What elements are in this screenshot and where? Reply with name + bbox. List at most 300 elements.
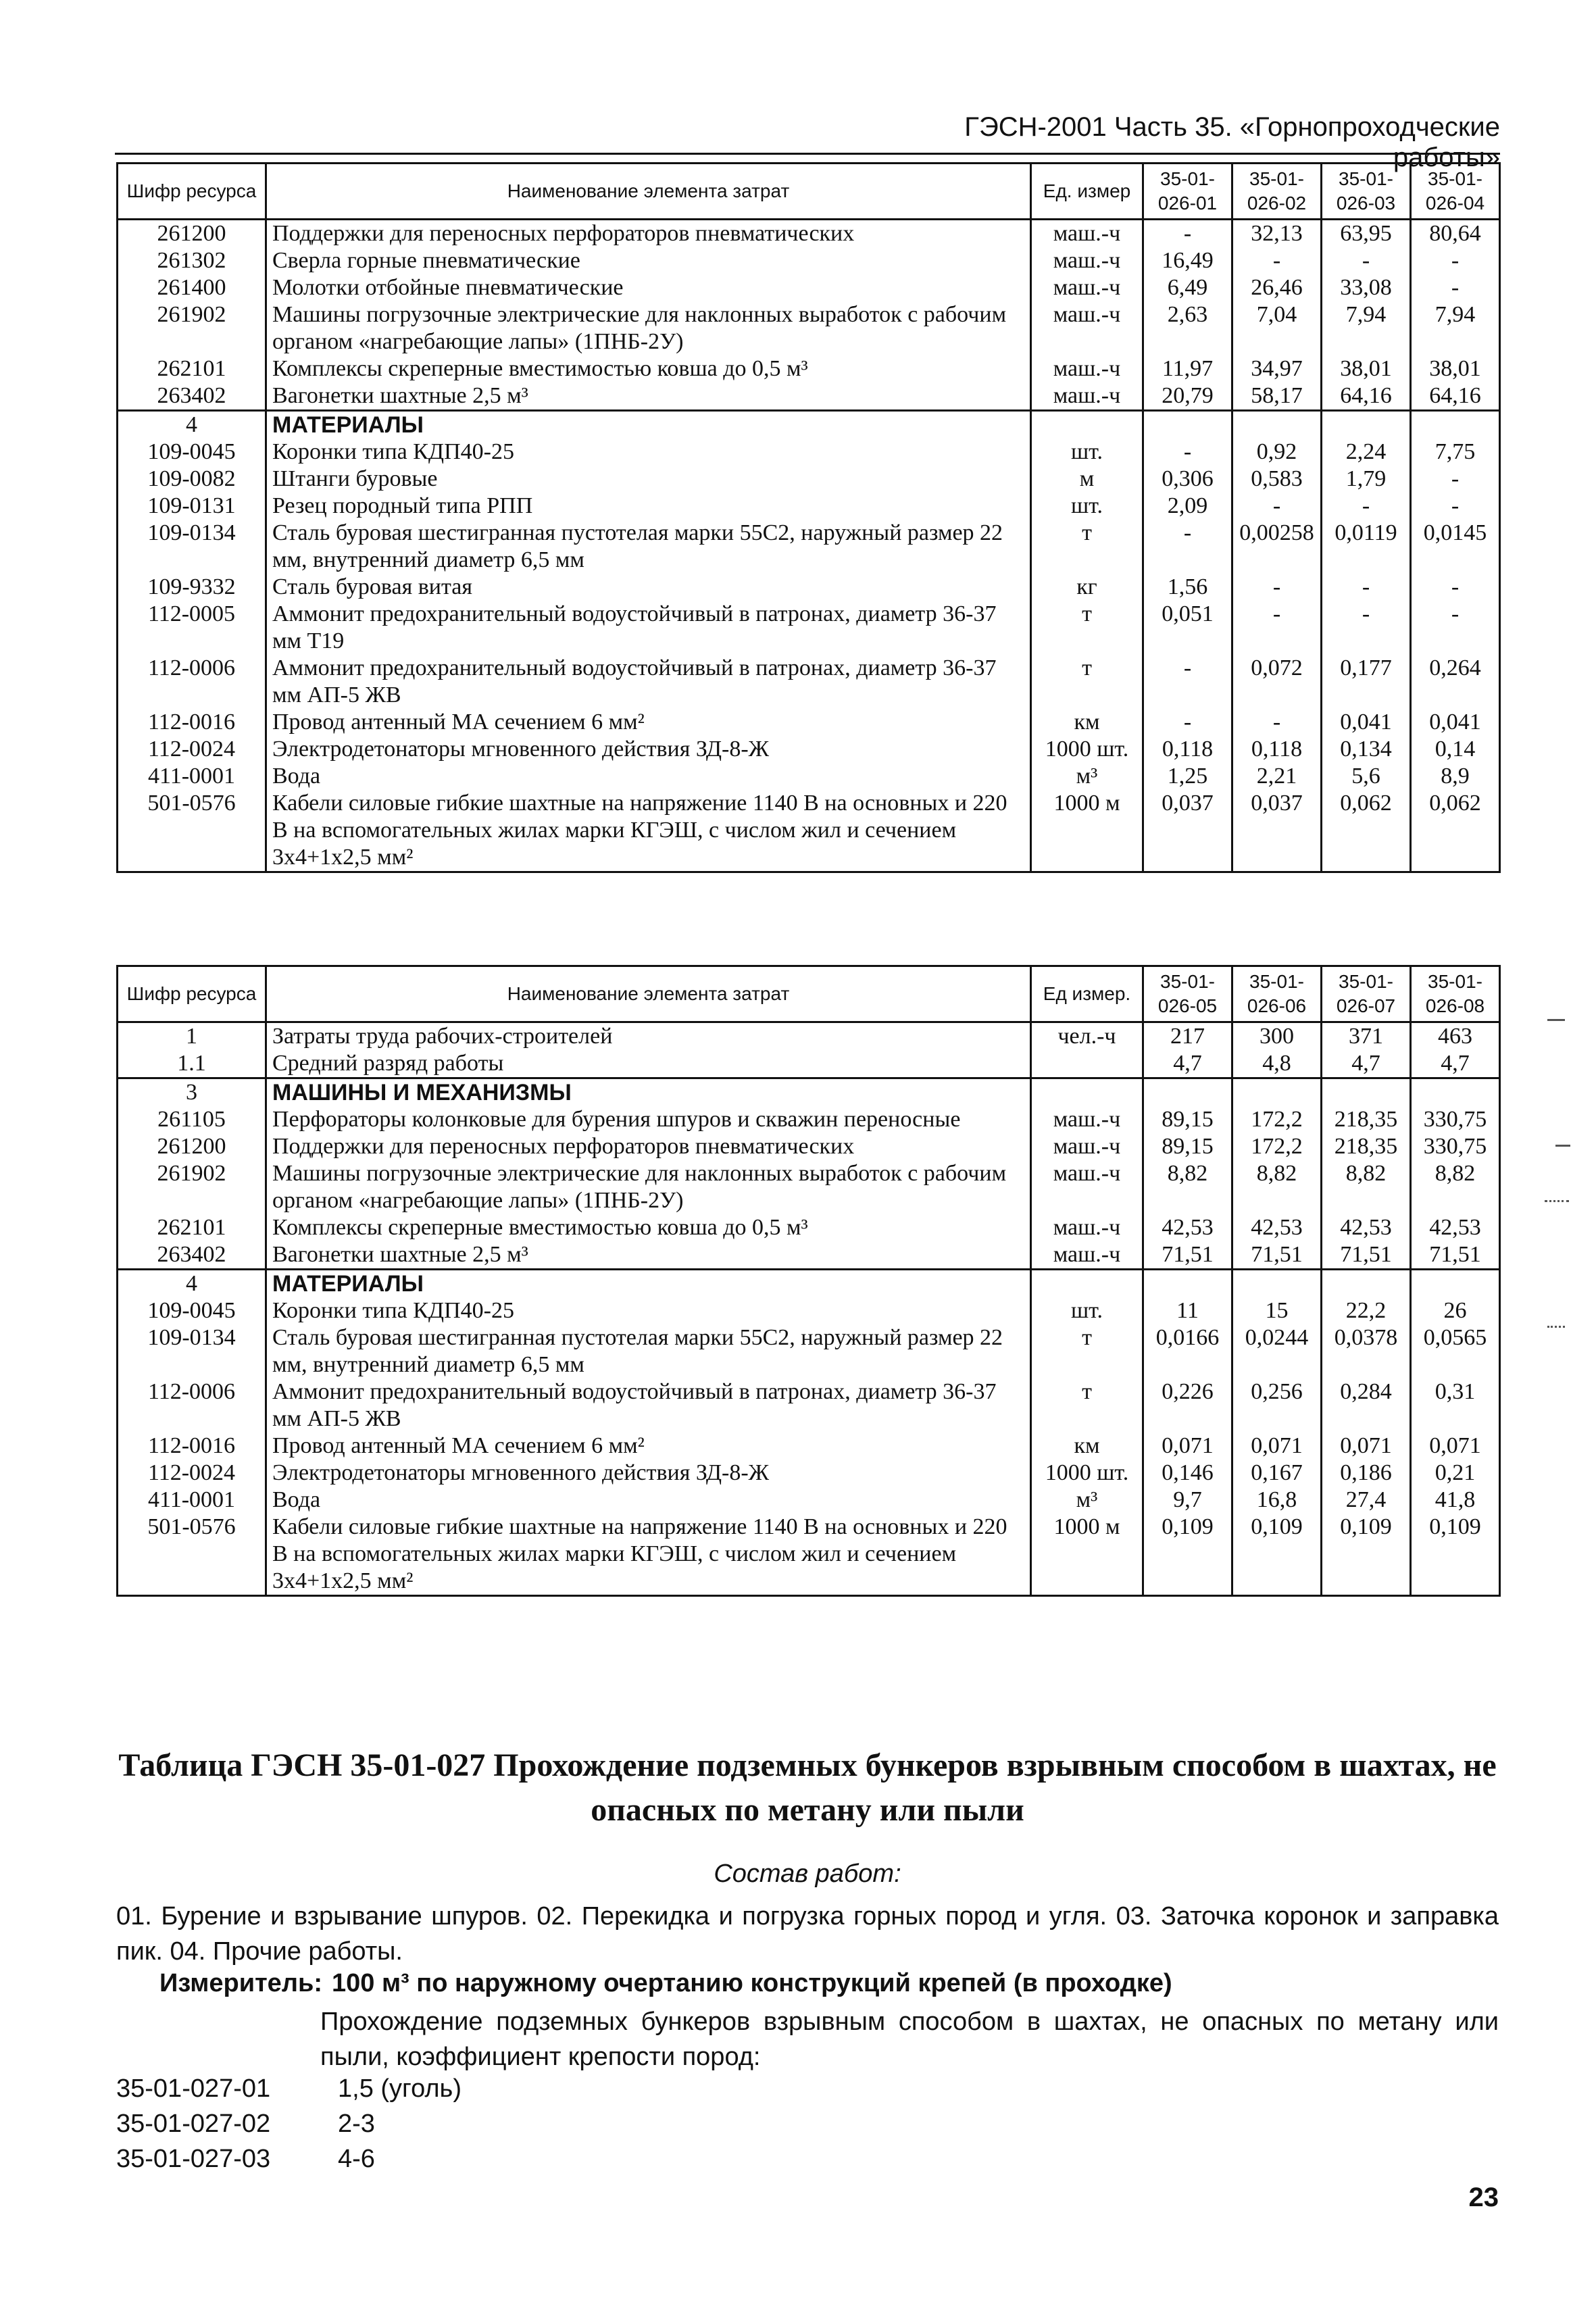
norm-value-1: 0,0166 <box>1143 1324 1232 1378</box>
norm-value-2: 0,92 <box>1232 439 1322 466</box>
norm-value-4: 80,64 <box>1411 220 1500 248</box>
norm-value-1: 1,25 <box>1143 763 1232 790</box>
norm-value-3: 0,177 <box>1322 655 1411 709</box>
resource-code: 112-0016 <box>118 1433 266 1460</box>
resource-name: Молотки отбойные пневматические <box>266 274 1031 301</box>
col-header-code: Шифр ресурса <box>118 966 266 1022</box>
norm-value-2: - <box>1232 247 1322 274</box>
norm-value-3: 38,01 <box>1322 355 1411 382</box>
table-row <box>118 736 1500 763</box>
norm-value-1 <box>1143 1078 1232 1107</box>
norm-value-3: 7,94 <box>1322 301 1411 355</box>
resource-code: 501-0576 <box>118 790 266 872</box>
table-row <box>118 709 1500 736</box>
col-header-norm-8: 35-01-026-08 <box>1411 966 1500 1022</box>
norm-value-2: 0,00258 <box>1232 520 1322 574</box>
norm-value-1: 11 <box>1143 1297 1232 1324</box>
resource-name: Вагонетки шахтные 2,5 м³ <box>266 382 1031 411</box>
resource-table-026-01-04 <box>116 162 1501 873</box>
norm-value-4: 41,8 <box>1411 1487 1500 1514</box>
norm-value-4: 0,21 <box>1411 1460 1500 1487</box>
norm-value-4: 0,0565 <box>1411 1324 1500 1378</box>
unit-cell: т <box>1031 601 1143 655</box>
norm-value-4: 8,9 <box>1411 763 1500 790</box>
resource-name: Электродетонаторы мгновенного действия ЗД-8-Ж <box>266 736 1031 763</box>
norm-description: Прохождение подземных бункеров взрывным способом в шахтах, не опасных по метану или пыли, коэффициент крепости пород: <box>320 2008 1499 2071</box>
resource-name: Вагонетки шахтные 2,5 м³ <box>266 1241 1031 1270</box>
resource-name: МАТЕРИАЛЫ <box>266 411 1031 439</box>
resource-name: Аммонит предохранительный водоустойчивый в патронах, диаметр 36-37 мм Т19 <box>266 601 1031 655</box>
unit-cell: шт. <box>1031 439 1143 466</box>
resource-name: Сталь буровая витая <box>266 574 1031 601</box>
norm-value-1: 2,63 <box>1143 301 1232 355</box>
table-row <box>118 520 1500 574</box>
unit-cell: м <box>1031 466 1143 493</box>
resource-code: 411-0001 <box>118 763 266 790</box>
norm-value-2: 26,46 <box>1232 274 1322 301</box>
norm-value-2 <box>1232 1270 1322 1298</box>
meter-line <box>159 1969 1511 1998</box>
norm-value-3: 0,041 <box>1322 709 1411 736</box>
norm-value-2 <box>1232 411 1322 439</box>
table-row <box>118 1433 1500 1460</box>
resource-code: 4 <box>118 411 266 439</box>
resource-code: 109-0045 <box>118 439 266 466</box>
header-rule <box>115 153 1500 155</box>
norm-value-2: 0,071 <box>1232 1433 1322 1460</box>
norm-value-3: 5,6 <box>1322 763 1411 790</box>
col-header-norm-1: 35-01-026-01 <box>1143 164 1232 220</box>
norm-value-2: 0,167 <box>1232 1460 1322 1487</box>
norm-value-3: 371 <box>1322 1022 1411 1051</box>
norm-value-3: - <box>1322 574 1411 601</box>
norm-value-4: - <box>1411 466 1500 493</box>
resource-name: Поддержки для переносных перфораторов пневматических <box>266 220 1031 248</box>
resource-code: 261200 <box>118 1133 266 1160</box>
norm-value-1: 217 <box>1143 1022 1232 1051</box>
norm-value-4: 0,264 <box>1411 655 1500 709</box>
meter-value: 100 м³ по наружному очертанию конструкций крепей (в проходке) <box>331 1969 1172 1997</box>
composition-text: 01. Бурение и взрывание шпуров. 02. Перекидка и погрузка горных пород и угля. 03. Заточка коронок и заправка пик. 04. Прочие работы. <box>116 1902 1499 1966</box>
norm-value-2: - <box>1232 709 1322 736</box>
unit-cell <box>1031 1050 1143 1078</box>
table-row <box>118 1214 1500 1241</box>
resource-code: 109-0045 <box>118 1297 266 1324</box>
norm-value-1: - <box>1143 709 1232 736</box>
unit-cell: маш.-ч <box>1031 1133 1143 1160</box>
norm-value-3: 22,2 <box>1322 1297 1411 1324</box>
norm-value-1: 8,82 <box>1143 1160 1232 1214</box>
resource-code: 109-0082 <box>118 466 266 493</box>
norm-value-3: 8,82 <box>1322 1160 1411 1214</box>
norm-value-3: 33,08 <box>1322 274 1411 301</box>
norm-value-4: 7,94 <box>1411 301 1500 355</box>
margin-mark <box>1547 1326 1565 1328</box>
col-header-name: Наименование элемента затрат <box>266 164 1031 220</box>
norm-value-1: 2,09 <box>1143 493 1232 520</box>
resource-name: Кабели силовые гибкие шахтные на напряжение 1140 В на основных и 220 В на вспомогательных жилах марки КГЭШ, с числом жил и сечением 3х4+1х2,5 мм² <box>266 1514 1031 1596</box>
col-header-code: Шифр ресурса <box>118 164 266 220</box>
norm-value-2: 0,072 <box>1232 655 1322 709</box>
norm-value-3: 0,062 <box>1322 790 1411 872</box>
norm-value-1: 0,226 <box>1143 1378 1232 1433</box>
resource-code: 501-0576 <box>118 1514 266 1596</box>
resource-name: Кабели силовые гибкие шахтные на напряжение 1140 В на основных и 220 В на вспомогательных жилах марки КГЭШ, с числом жил и сечением 3х4+1х2,5 мм² <box>266 790 1031 872</box>
norm-value-4 <box>1411 1270 1500 1298</box>
norm-value-4: 26 <box>1411 1297 1500 1324</box>
unit-cell: т <box>1031 1378 1143 1433</box>
norm-value-1: 0,118 <box>1143 736 1232 763</box>
norm-value-4: 0,071 <box>1411 1433 1500 1460</box>
table-row <box>118 1514 1500 1596</box>
norm-value-3: 218,35 <box>1322 1133 1411 1160</box>
resource-code: 3 <box>118 1078 266 1107</box>
norm-value-4: - <box>1411 574 1500 601</box>
unit-cell: маш.-ч <box>1031 1106 1143 1133</box>
norm-value-3: 63,95 <box>1322 220 1411 248</box>
norm-value-3: 4,7 <box>1322 1050 1411 1078</box>
norm-value-4: 38,01 <box>1411 355 1500 382</box>
unit-cell: маш.-ч <box>1031 1160 1143 1214</box>
resource-name: Перфораторы колонковые для бурения шпуров и скважин переносные <box>266 1106 1031 1133</box>
unit-cell: маш.-ч <box>1031 1214 1143 1241</box>
table-row <box>118 601 1500 655</box>
resource-name: Провод антенный МА сечением 6 мм² <box>266 1433 1031 1460</box>
norm-value: 1,5 (уголь) <box>338 2074 462 2103</box>
meter-label: Измеритель: <box>159 1969 322 1997</box>
norm-value-3: 0,071 <box>1322 1433 1411 1460</box>
table-row <box>118 1133 1500 1160</box>
resource-name: Штанги буровые <box>266 466 1031 493</box>
norm-value-4 <box>1411 411 1500 439</box>
unit-cell: км <box>1031 1433 1143 1460</box>
norm-value-4: 0,041 <box>1411 709 1500 736</box>
resource-code: 261105 <box>118 1106 266 1133</box>
unit-cell: кг <box>1031 574 1143 601</box>
norm-value-3: - <box>1322 247 1411 274</box>
resource-code: 262101 <box>118 1214 266 1241</box>
norm-value-1: - <box>1143 655 1232 709</box>
margin-mark <box>1547 1019 1565 1021</box>
composition-heading: Состав работ: <box>714 1860 901 1888</box>
table-row <box>118 1022 1500 1051</box>
table-title: Таблица ГЭСН 35-01-027 Прохождение подземных бункеров взрывным способом в шахтах, не опасных по метану или пыли <box>118 1747 1497 1828</box>
norm-value-2 <box>1232 1078 1322 1107</box>
norm-value-3: 27,4 <box>1322 1487 1411 1514</box>
norm-value-3 <box>1322 1270 1411 1298</box>
table-row <box>118 247 1500 274</box>
table-row <box>118 1460 1500 1487</box>
resource-name: Машины погрузочные электрические для наклонных выработок с рабочим органом «нагребающие лапы» (1ПНБ-2У) <box>266 301 1031 355</box>
norm-value-3: 2,24 <box>1322 439 1411 466</box>
resource-name: Сверла горные пневматические <box>266 247 1031 274</box>
table-body <box>118 1022 1500 1596</box>
unit-cell: маш.-ч <box>1031 1241 1143 1270</box>
norm-value-1: 42,53 <box>1143 1214 1232 1241</box>
norm-value-1: 1,56 <box>1143 574 1232 601</box>
resource-code: 109-9332 <box>118 574 266 601</box>
table-row <box>118 655 1500 709</box>
norm-value-1: 0,071 <box>1143 1433 1232 1460</box>
unit-cell: м³ <box>1031 1487 1143 1514</box>
norm-value-2: 58,17 <box>1232 382 1322 411</box>
norm-value-1: 0,051 <box>1143 601 1232 655</box>
norm-value-2: 32,13 <box>1232 220 1322 248</box>
col-header-norm-6: 35-01-026-06 <box>1232 966 1322 1022</box>
norm-value-2: 8,82 <box>1232 1160 1322 1214</box>
norm-value-4: 71,51 <box>1411 1241 1500 1270</box>
resource-code: 261902 <box>118 301 266 355</box>
norm-value-1: 6,49 <box>1143 274 1232 301</box>
norm-value-4: - <box>1411 601 1500 655</box>
table-row <box>118 1050 1500 1078</box>
table-row <box>118 1324 1500 1378</box>
resource-name: Аммонит предохранительный водоустойчивый в патронах, диаметр 36-37 мм АП-5 ЖВ <box>266 655 1031 709</box>
table-row <box>118 274 1500 301</box>
unit-cell: км <box>1031 709 1143 736</box>
norm-value-3: 0,134 <box>1322 736 1411 763</box>
norm-value-4: 0,0145 <box>1411 520 1500 574</box>
resource-name: Коронки типа КДП40-25 <box>266 1297 1031 1324</box>
table-row <box>118 382 1500 411</box>
norm-value-1: 4,7 <box>1143 1050 1232 1078</box>
unit-cell: т <box>1031 655 1143 709</box>
norm-value-4: 0,062 <box>1411 790 1500 872</box>
norm-value-2: 0,583 <box>1232 466 1322 493</box>
norm-value-1: 89,15 <box>1143 1106 1232 1133</box>
table-row <box>118 1270 1500 1298</box>
table-row <box>118 1241 1500 1270</box>
resource-code: 411-0001 <box>118 1487 266 1514</box>
col-header-unit: Ед измер. <box>1031 966 1143 1022</box>
table-row <box>118 763 1500 790</box>
norm-value-2: 300 <box>1232 1022 1322 1051</box>
resource-code: 261902 <box>118 1160 266 1214</box>
unit-cell: чел.-ч <box>1031 1022 1143 1051</box>
resource-name: Провод антенный МА сечением 6 мм² <box>266 709 1031 736</box>
norm-value-4: 0,14 <box>1411 736 1500 763</box>
col-header-unit: Ед. измер <box>1031 164 1143 220</box>
resource-name: Вода <box>266 1487 1031 1514</box>
norm-code: 35-01-027-03 <box>116 2145 271 2173</box>
margin-mark <box>1545 1200 1569 1202</box>
norm-value-4: 0,109 <box>1411 1514 1500 1596</box>
norm-value-3: - <box>1322 493 1411 520</box>
norm-value-2: 34,97 <box>1232 355 1322 382</box>
col-header-norm-2: 35-01-026-02 <box>1232 164 1322 220</box>
norm-value-2: 0,118 <box>1232 736 1322 763</box>
norm-value-3: 1,79 <box>1322 466 1411 493</box>
norm-value-4: 463 <box>1411 1022 1500 1051</box>
resource-code: 261200 <box>118 220 266 248</box>
resource-name: Средний разряд работы <box>266 1050 1031 1078</box>
norm-value-1: - <box>1143 220 1232 248</box>
table-row <box>118 355 1500 382</box>
norm-value-2: 15 <box>1232 1297 1322 1324</box>
norm-value-2: 42,53 <box>1232 1214 1322 1241</box>
norm-value-1: 0,306 <box>1143 466 1232 493</box>
table-row <box>118 439 1500 466</box>
unit-cell: т <box>1031 1324 1143 1378</box>
resource-code: 4 <box>118 1270 266 1298</box>
table-row <box>118 493 1500 520</box>
page-number: 23 <box>1468 2183 1499 2212</box>
norm-value-1: 89,15 <box>1143 1133 1232 1160</box>
norm-code: 35-01-027-01 <box>116 2074 271 2103</box>
table-row <box>118 1378 1500 1433</box>
norm-value: 4-6 <box>338 2145 375 2173</box>
resource-name: МАТЕРИАЛЫ <box>266 1270 1031 1298</box>
resource-name: Затраты труда рабочих-строителей <box>266 1022 1031 1051</box>
resource-code: 109-0134 <box>118 520 266 574</box>
running-header: ГЭСН-2001 Часть 35. «Горнопроходческие работы» <box>964 112 1500 172</box>
norm-value-4: - <box>1411 493 1500 520</box>
unit-cell: 1000 м <box>1031 1514 1143 1596</box>
table-row <box>118 466 1500 493</box>
norm-value-3: 0,0378 <box>1322 1324 1411 1378</box>
norm-value: 2-3 <box>338 2110 375 2138</box>
norm-value-4: 4,7 <box>1411 1050 1500 1078</box>
resource-code: 1.1 <box>118 1050 266 1078</box>
resource-code: 112-0006 <box>118 655 266 709</box>
resource-name: Резец породный типа РПП <box>266 493 1031 520</box>
norm-value-3: 42,53 <box>1322 1214 1411 1241</box>
table-header-row <box>118 966 1500 1022</box>
norm-value-2: 2,21 <box>1232 763 1322 790</box>
norm-value-3: 0,0119 <box>1322 520 1411 574</box>
unit-cell: шт. <box>1031 1297 1143 1324</box>
resource-code: 112-0006 <box>118 1378 266 1433</box>
table-row <box>118 1160 1500 1214</box>
norm-value-3: 71,51 <box>1322 1241 1411 1270</box>
resource-name: Сталь буровая шестигранная пустотелая марки 55С2, наружный размер 22 мм, внутренний диаметр 6,5 мм <box>266 1324 1031 1378</box>
resource-code: 109-0134 <box>118 1324 266 1378</box>
norm-value-4: 330,75 <box>1411 1133 1500 1160</box>
resource-name: Электродетонаторы мгновенного действия ЗД-8-Ж <box>266 1460 1031 1487</box>
margin-mark <box>1555 1145 1570 1147</box>
norm-value-4: - <box>1411 247 1500 274</box>
norm-value-4: 42,53 <box>1411 1214 1500 1241</box>
table-row <box>118 574 1500 601</box>
norm-value-1 <box>1143 1270 1232 1298</box>
resource-name: Комплексы скреперные вместимостью ковша до 0,5 м³ <box>266 355 1031 382</box>
norm-value-2: 172,2 <box>1232 1106 1322 1133</box>
resource-name: Сталь буровая шестигранная пустотелая марки 55С2, наружный размер 22 мм, внутренний диаметр 6,5 мм <box>266 520 1031 574</box>
table-row <box>118 1297 1500 1324</box>
resource-code: 263402 <box>118 1241 266 1270</box>
table-row <box>118 1078 1500 1107</box>
unit-cell: шт. <box>1031 493 1143 520</box>
table-row <box>118 220 1500 248</box>
norm-value-1: - <box>1143 439 1232 466</box>
norm-value-4: 330,75 <box>1411 1106 1500 1133</box>
resource-code: 112-0005 <box>118 601 266 655</box>
norm-value-3 <box>1322 411 1411 439</box>
norm-value-4: - <box>1411 274 1500 301</box>
resource-name: МАШИНЫ И МЕХАНИЗМЫ <box>266 1078 1031 1107</box>
unit-cell: маш.-ч <box>1031 382 1143 411</box>
table-row <box>118 1487 1500 1514</box>
norm-value-1: 9,7 <box>1143 1487 1232 1514</box>
resource-name: Аммонит предохранительный водоустойчивый в патронах, диаметр 36-37 мм АП-5 ЖВ <box>266 1378 1031 1433</box>
norm-value-1: 16,49 <box>1143 247 1232 274</box>
table-row <box>118 790 1500 872</box>
resource-name: Машины погрузочные электрические для наклонных выработок с рабочим органом «нагребающие лапы» (1ПНБ-2У) <box>266 1160 1031 1214</box>
resource-code: 109-0131 <box>118 493 266 520</box>
norm-value-2: 71,51 <box>1232 1241 1322 1270</box>
unit-cell <box>1031 411 1143 439</box>
resource-code: 112-0024 <box>118 1460 266 1487</box>
norm-value-2: 0,037 <box>1232 790 1322 872</box>
unit-cell: м³ <box>1031 763 1143 790</box>
table-body <box>118 220 1500 872</box>
unit-cell: т <box>1031 520 1143 574</box>
norm-value-2: - <box>1232 493 1322 520</box>
col-header-norm-5: 35-01-026-05 <box>1143 966 1232 1022</box>
unit-cell <box>1031 1270 1143 1298</box>
norm-value-1: 0,146 <box>1143 1460 1232 1487</box>
table-row <box>118 411 1500 439</box>
resource-name: Вода <box>266 763 1031 790</box>
unit-cell: маш.-ч <box>1031 355 1143 382</box>
resource-code: 261302 <box>118 247 266 274</box>
norm-value-4: 64,16 <box>1411 382 1500 411</box>
col-header-name: Наименование элемента затрат <box>266 966 1031 1022</box>
norm-value-2: - <box>1232 601 1322 655</box>
unit-cell: маш.-ч <box>1031 301 1143 355</box>
norm-value-2: 7,04 <box>1232 301 1322 355</box>
norm-value-2: 172,2 <box>1232 1133 1322 1160</box>
unit-cell: 1000 шт. <box>1031 736 1143 763</box>
unit-cell: маш.-ч <box>1031 220 1143 248</box>
norm-value-2: 0,256 <box>1232 1378 1322 1433</box>
norm-value-2: 0,0244 <box>1232 1324 1322 1378</box>
norm-value-1: 20,79 <box>1143 382 1232 411</box>
col-header-norm-3: 35-01-026-03 <box>1322 164 1411 220</box>
norm-value-3: 0,109 <box>1322 1514 1411 1596</box>
table-row <box>118 301 1500 355</box>
norm-value-4: 8,82 <box>1411 1160 1500 1214</box>
norm-value-1: 0,109 <box>1143 1514 1232 1596</box>
norm-value-3 <box>1322 1078 1411 1107</box>
norm-value-2: - <box>1232 574 1322 601</box>
unit-cell: 1000 шт. <box>1031 1460 1143 1487</box>
unit-cell: маш.-ч <box>1031 247 1143 274</box>
norm-value-3: 0,186 <box>1322 1460 1411 1487</box>
norm-value-2: 4,8 <box>1232 1050 1322 1078</box>
resource-name: Комплексы скреперные вместимостью ковша до 0,5 м³ <box>266 1214 1031 1241</box>
norm-value-3: - <box>1322 601 1411 655</box>
norm-value-1: 11,97 <box>1143 355 1232 382</box>
resource-name: Коронки типа КДП40-25 <box>266 439 1031 466</box>
norm-value-3: 218,35 <box>1322 1106 1411 1133</box>
norm-value-2: 0,109 <box>1232 1514 1322 1596</box>
norm-value-4 <box>1411 1078 1500 1107</box>
resource-code: 261400 <box>118 274 266 301</box>
norm-code: 35-01-027-02 <box>116 2110 271 2138</box>
norm-value-1 <box>1143 411 1232 439</box>
norm-value-1: - <box>1143 520 1232 574</box>
norm-value-4: 0,31 <box>1411 1378 1500 1433</box>
resource-table-026-05-08 <box>116 965 1501 1597</box>
norm-value-4: 7,75 <box>1411 439 1500 466</box>
table-header-row <box>118 164 1500 220</box>
unit-cell: маш.-ч <box>1031 274 1143 301</box>
resource-code: 112-0016 <box>118 709 266 736</box>
unit-cell: 1000 м <box>1031 790 1143 872</box>
norm-value-1: 0,037 <box>1143 790 1232 872</box>
resource-code: 262101 <box>118 355 266 382</box>
